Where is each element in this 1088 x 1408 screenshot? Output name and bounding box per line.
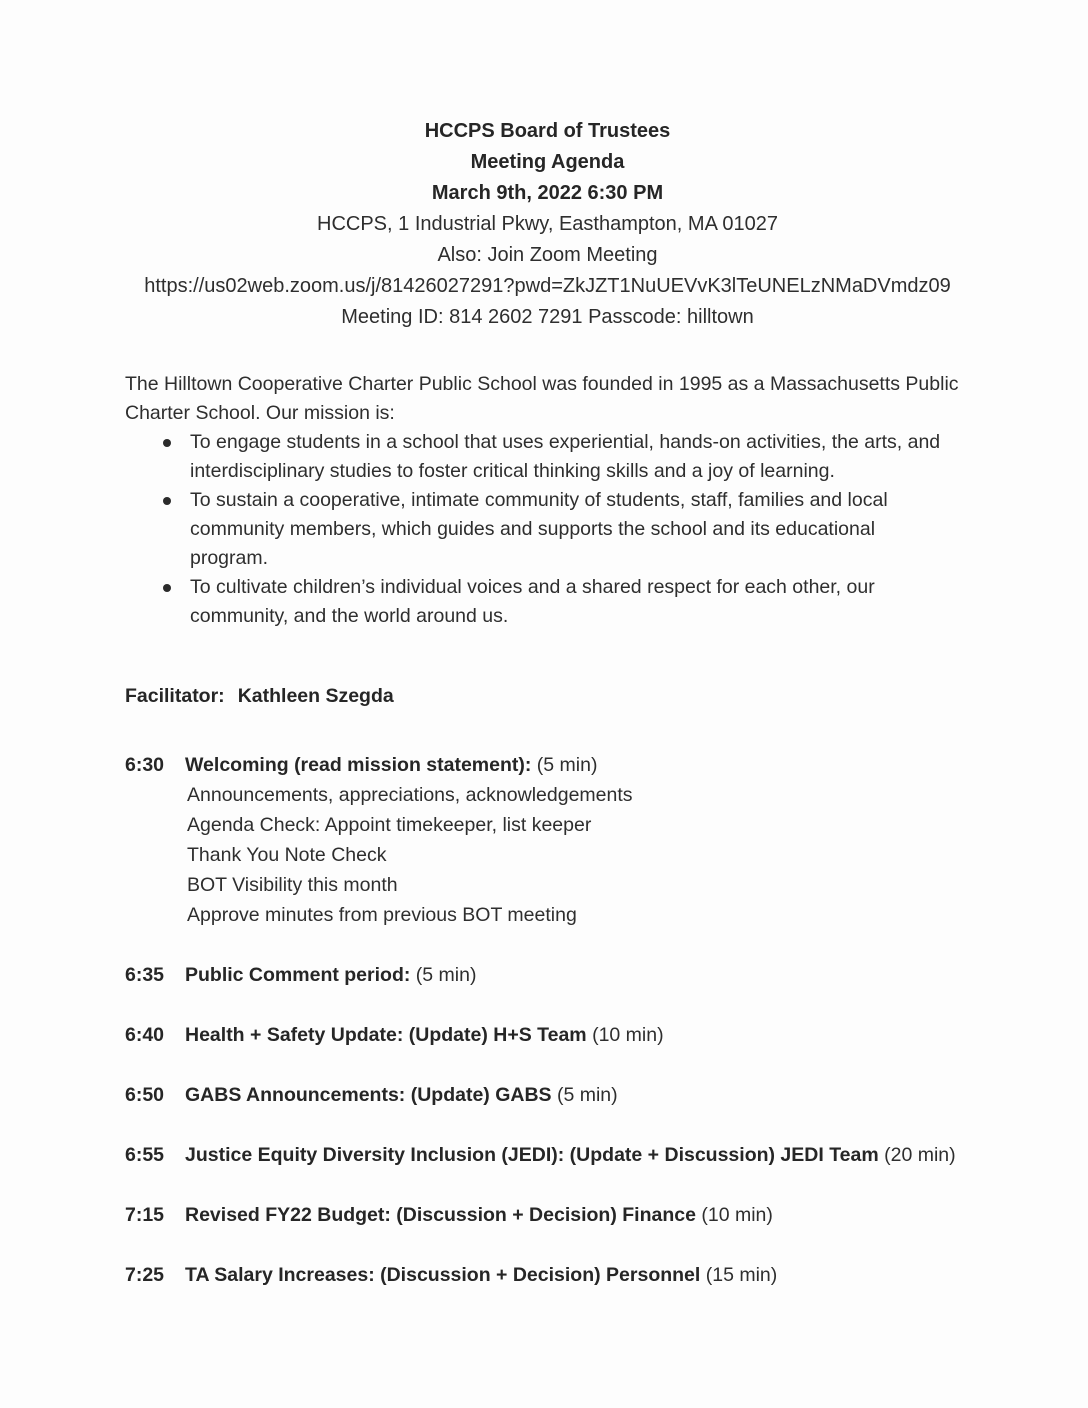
agenda-title-rest: (15 min) [700,1264,778,1286]
agenda-title-bold: Public Comment period: [185,964,411,986]
facilitator-label: Facilitator: [125,685,225,707]
agenda-item-650 [125,1080,970,1110]
agenda-title-rest: (5 min) [410,964,477,986]
doc-zoom-note: Also: Join Zoom Meeting [437,244,658,266]
mission-bullet-list [125,428,970,631]
agenda-item-655 [125,1140,970,1170]
agenda-sublines-630 [187,780,970,930]
agenda-title-bold: Revised FY22 Budget: (Discussion + Decision) Finance [185,1204,696,1226]
doc-zoom-url: https://us02web.zoom.us/j/81426027291?pwd=ZkJZT1NuUEVvK3lTeUNELzNMaDVmdz09 [144,275,951,297]
agenda-time: 7:15 [125,1204,165,1226]
bullet-line: To cultivate children’s individual voices and a shared respect for each other, our [190,576,875,598]
bullet-line: To engage students in a school that uses experiential, hands-on activities, the arts, and [190,431,941,453]
doc-address: HCCPS, 1 Industrial Pkwy, Easthampton, MA 01027 [317,213,778,235]
facilitator-line [125,685,970,708]
agenda-time: 6:40 [125,1024,165,1046]
agenda-title-bold: TA Salary Increases: (Discussion + Decision) Personnel [185,1264,701,1286]
agenda-title [185,1080,618,1110]
agenda-time: 6:30 [125,754,165,776]
agenda-subline: BOT Visibility this month [187,874,398,896]
bullet-text [190,428,970,486]
agenda-item-630 [125,750,970,780]
agenda-time: 7:25 [125,1264,165,1286]
agenda-title [185,1140,956,1170]
agenda-time: 6:50 [125,1084,165,1106]
doc-subtitle: Meeting Agenda [470,151,625,173]
agenda-title-rest: (10 min) [586,1024,664,1046]
agenda-title-rest: (10 min) [695,1204,773,1226]
agenda-subline: Announcements, appreciations, acknowledgements [187,784,633,806]
agenda-title-rest: (5 min) [531,754,598,776]
bullet-icon [163,439,171,447]
agenda-title [185,750,597,780]
bullet-icon [163,584,171,592]
bullet-icon [163,497,171,505]
bullet-line: community members, which guides and supports the school and its educational [190,518,876,540]
bullet-text [190,573,970,631]
agenda-item-725 [125,1260,970,1290]
agenda-item-640 [125,1020,970,1050]
facilitator-name: Kathleen Szegda [237,685,394,707]
agenda-title [185,1260,777,1290]
agenda-time: 6:55 [125,1144,165,1166]
doc-meeting-id: Meeting ID: 814 2602 7291 Passcode: hilltown [341,306,754,328]
mission-intro [125,370,970,631]
agenda-title-bold: GABS Announcements: (Update) GABS [185,1084,552,1106]
agenda-title-bold: Welcoming (read mission statement): [185,754,532,776]
agenda-subline: Approve minutes from previous BOT meeting [187,904,577,926]
agenda-subline: Agenda Check: Appoint timekeeper, list keeper [187,814,592,836]
doc-title: HCCPS Board of Trustees [424,120,671,142]
agenda-title-bold: Health + Safety Update: (Update) H+S Team [185,1024,587,1046]
bullet-item [125,428,970,486]
agenda-list [125,750,970,1290]
agenda-title [185,960,476,990]
agenda-item-635 [125,960,970,990]
bullet-line: interdisciplinary studies to foster critical thinking skills and a joy of learning. [190,460,835,482]
bullet-line: community, and the world around us. [190,605,509,627]
intro-line: Charter School. Our mission is: [125,402,395,424]
agenda-title-bold: Justice Equity Diversity Inclusion (JEDI): (Update + Discussion) JEDI Team [185,1144,879,1166]
agenda-subline: Thank You Note Check [187,844,387,866]
agenda-time: 6:35 [125,964,165,986]
agenda-title-rest: (20 min) [878,1144,956,1166]
bullet-item [125,573,970,631]
bullet-text [190,486,970,573]
document-header [125,116,970,333]
agenda-title [185,1200,773,1230]
agenda-item-715 [125,1200,970,1230]
agenda-title [185,1020,664,1050]
intro-line: The Hilltown Cooperative Charter Public School was founded in 1995 as a Massachusetts Public [125,373,959,395]
doc-datetime: March 9th, 2022 6:30 PM [431,182,664,204]
bullet-item [125,486,970,573]
agenda-title-rest: (5 min) [551,1084,618,1106]
bullet-line: To sustain a cooperative, intimate community of students, staff, families and local [190,489,888,511]
bullet-line: program. [190,547,269,569]
